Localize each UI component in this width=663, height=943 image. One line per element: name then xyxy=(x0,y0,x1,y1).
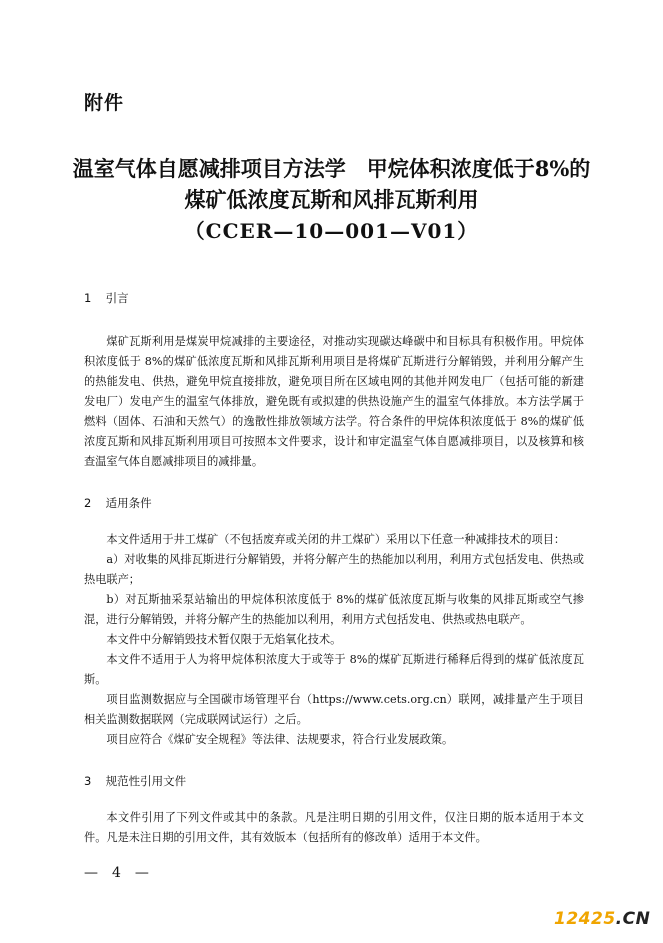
section-body-1 xyxy=(84,332,584,472)
section-title: 规范性引用文件 xyxy=(105,774,187,788)
page-number: — 4 — xyxy=(84,865,149,881)
site-watermark xyxy=(554,909,650,929)
paragraph: 本文件中分解销毁技术暂仅限于无焰氧化技术。 xyxy=(106,633,342,646)
title-code: （CCER—10—001—V01） xyxy=(184,219,479,243)
section-heading-2 xyxy=(84,495,152,511)
section-body-2 xyxy=(84,530,584,750)
section-heading-3 xyxy=(84,773,186,789)
paragraph: 本文件适用于井工煤矿（不包括废弃或关闭的井工煤矿）采用以下任意一种减排技术的项目： xyxy=(106,533,566,546)
section-number: 2 xyxy=(84,496,92,510)
paragraph: 项目应符合《煤矿安全规程》等法律、法规要求，符合行业发展政策。 xyxy=(106,733,454,746)
paragraph: b）对瓦斯抽采泵站输出的甲烷体积浓度低于 8%的煤矿低浓度瓦斯与收集的风排瓦斯或空气掺混，进行分解销毁，并将分解产生的热能加以利用，利用方式包括发电、供热或热电联产。 xyxy=(84,593,584,626)
section-number: 3 xyxy=(84,774,92,788)
watermark-suffix: .CN xyxy=(615,909,651,929)
paragraph: 煤矿瓦斯利用是煤炭甲烷减排的主要途径，对推动实现碳达峰碳中和目标具有积极作用。甲烷体积浓度低于 8%的煤矿低浓度瓦斯和风排瓦斯利用项目是将煤矿瓦斯进行分解销毁，并利用分解产生的热能发电、供热，避免甲烷直接排放，避免项目所在区域电网的其他并网发电厂（包括可能的新建发电厂）发电产生的温室气体排放，避免既有或拟建的供热设施产生的温室气体排放。本方法学属于燃料（固体、石油和天然气）的逸散性排放领域方法学。符合条件的甲烷体积浓度低于 8%的煤矿低浓度瓦斯和风排瓦斯利用项目可按照本文件要求，设计和审定温室气体自愿减排项目，以及核算和核查温室气体自愿减排项目的减排量。 xyxy=(84,335,584,468)
title-line-2: 煤矿低浓度瓦斯和风排瓦斯利用 xyxy=(184,187,479,212)
paragraph: 本文件引用了下列文件或其中的条款。凡是注明日期的引用文件，仅注日期的版本适用于本文件。凡是未注日期的引用文件，其有效版本（包括所有的修改单）适用于本文件。 xyxy=(84,811,584,844)
title-line-1: 温室气体自愿减排项目方法学 甲烷体积浓度低于8%的 xyxy=(72,156,591,181)
watermark-prefix: 12425 xyxy=(554,909,616,929)
document-title xyxy=(0,153,663,247)
paragraph: a）对收集的风排瓦斯进行分解销毁，并将分解产生的热能加以利用，利用方式包括发电、供热或热电联产； xyxy=(84,553,584,586)
paragraph: 项目监测数据应与全国碳市场管理平台（https://www.cets.org.cn）联网，减排量产生于项目相关监测数据联网（完成联网试运行）之后。 xyxy=(84,693,584,726)
section-title: 引言 xyxy=(105,291,129,305)
section-heading-1 xyxy=(84,290,129,306)
section-body-3 xyxy=(84,808,584,848)
annex-label: 附件 xyxy=(84,92,125,114)
paragraph: 本文件不适用于人为将甲烷体积浓度大于或等于 8%的煤矿瓦斯进行稀释后得到的煤矿低浓度瓦斯。 xyxy=(84,653,584,686)
section-title: 适用条件 xyxy=(105,496,152,510)
section-number: 1 xyxy=(84,291,92,305)
